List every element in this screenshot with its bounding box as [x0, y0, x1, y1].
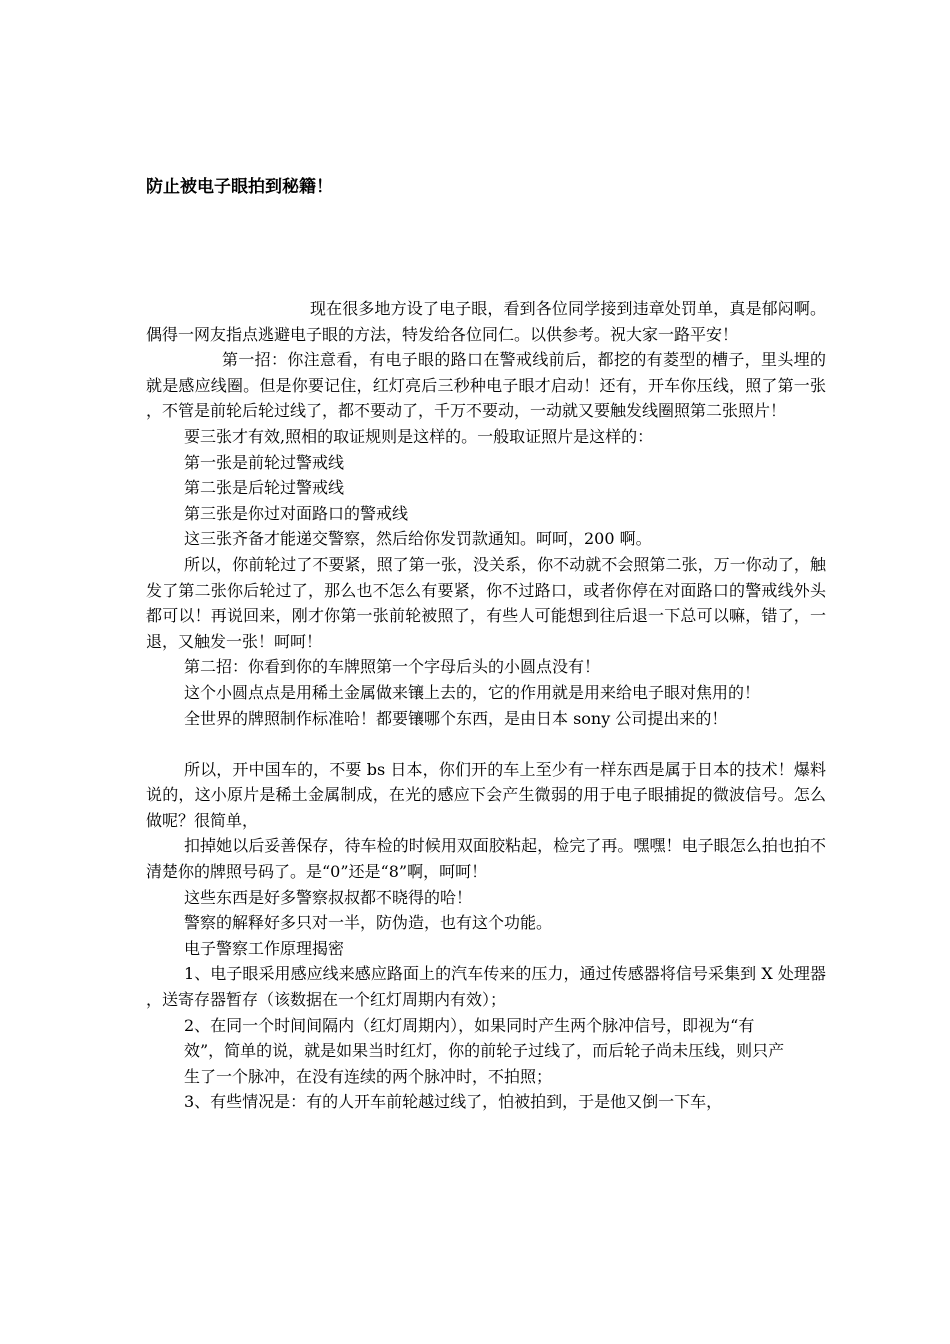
- list-item: 3、有些情况是：有的人开车前轮越过线了，怕被拍到，于是他又倒一下车，: [184, 1092, 723, 1112]
- paragraph: 这三张齐备才能递交警察，然后给你发罚款通知。呵呵，200 啊。: [184, 529, 652, 549]
- paragraph: 全世界的牌照制作标准哈！都要镶哪个东西，是由日本 sony 公司提出来的！: [184, 708, 728, 728]
- paragraph: 第二张是后轮过警戒线: [184, 478, 345, 498]
- paragraph: 第三张是你过对面路口的警戒线: [184, 503, 409, 523]
- list-item-continuation: 生了一个脉冲，在没有连续的两个脉冲时，不拍照；: [184, 1066, 553, 1086]
- paragraph-tip-one: 第一招：你注意看，有电子眼的路口在警戒线前后，都挖的有菱型的槽子，里头埋的就是感应线圈。但是你要记住，红灯亮后三秒种电子眼才启动！还有，开车你压线，照了第一张，不管是前轮后轮过线了，都不要动了，千万不要动，一动就又要触发线圈照第二张照片！: [146, 350, 826, 421]
- list-item-continuation: 效”，简单的说，就是如果当时红灯，你的前轮子过线了，而后轮子尚未压线，则只产: [184, 1041, 785, 1061]
- paragraph: 警察的解释好多只对一半，防伪造，也有这个功能。: [184, 913, 553, 933]
- paragraph: 第一张是前轮过警戒线: [184, 452, 345, 472]
- section-heading: 电子警察工作原理揭密: [184, 938, 345, 958]
- document-body: [146, 296, 826, 1115]
- paragraph: 要三张才有效,照相的取证规则是这样的。一般取证照片是这样的：: [184, 426, 654, 446]
- paragraph: 扣掉她以后妥善保存，待车检的时候用双面胶粘起，检完了再。嘿嘿！电子眼怎么拍也拍不清楚你的牌照号码了。是“0”还是“8”啊，呵呵！: [146, 836, 826, 882]
- list-item: 2、在同一个时间间隔内（红灯周期内），如果同时产生两个脉冲信号，即视为“有: [184, 1015, 755, 1035]
- list-item: 1、电子眼采用感应线来感应路面上的汽车传来的压力，通过传感器将信号采集到 X 处理器，送寄存器暂存（该数据在一个红灯周期内有效）；: [146, 964, 826, 1010]
- document-title: 防止被电子眼拍到秘籍！: [146, 177, 333, 197]
- paragraph-intro: 现在很多地方设了电子眼，看到各位同学接到违章处罚单，真是郁闷啊。偶得一网友指点逃避电子眼的方法，特发给各位同仁。以供参考。祝大家一路平安！: [146, 299, 826, 344]
- blank-line: [146, 731, 826, 757]
- paragraph-tip-two: 第二招：你看到你的车牌照第一个字母后头的小圆点没有！: [184, 657, 601, 677]
- paragraph: 所以，你前轮过了不要紧，照了第一张，没关系，你不动就不会照第二张，万一你动了，触发了第二张你后轮过了，那么也不怎么有要紧，你不过路口，或者你停在对面路口的警戒线外头都可以！再说回来，刚才你第一张前轮被照了，有些人可能想到往后退一下总可以嘛，错了，一退，又触发一张！呵呵！: [146, 554, 826, 651]
- paragraph: 这些东西是好多警察叔叔都不晓得的哈！: [184, 887, 473, 907]
- paragraph: 这个小圆点点是用稀土金属做来镶上去的，它的作用就是用来给电子眼对焦用的！: [184, 682, 761, 702]
- paragraph: 所以，开中国车的，不要 bs 日本，你们开的车上至少有一样东西是属于日本的技术！爆料说的，这小原片是稀土金属制成，在光的感应下会产生微弱的用于电子眼捕捉的微波信号。怎么做呢？很简单，: [146, 759, 826, 830]
